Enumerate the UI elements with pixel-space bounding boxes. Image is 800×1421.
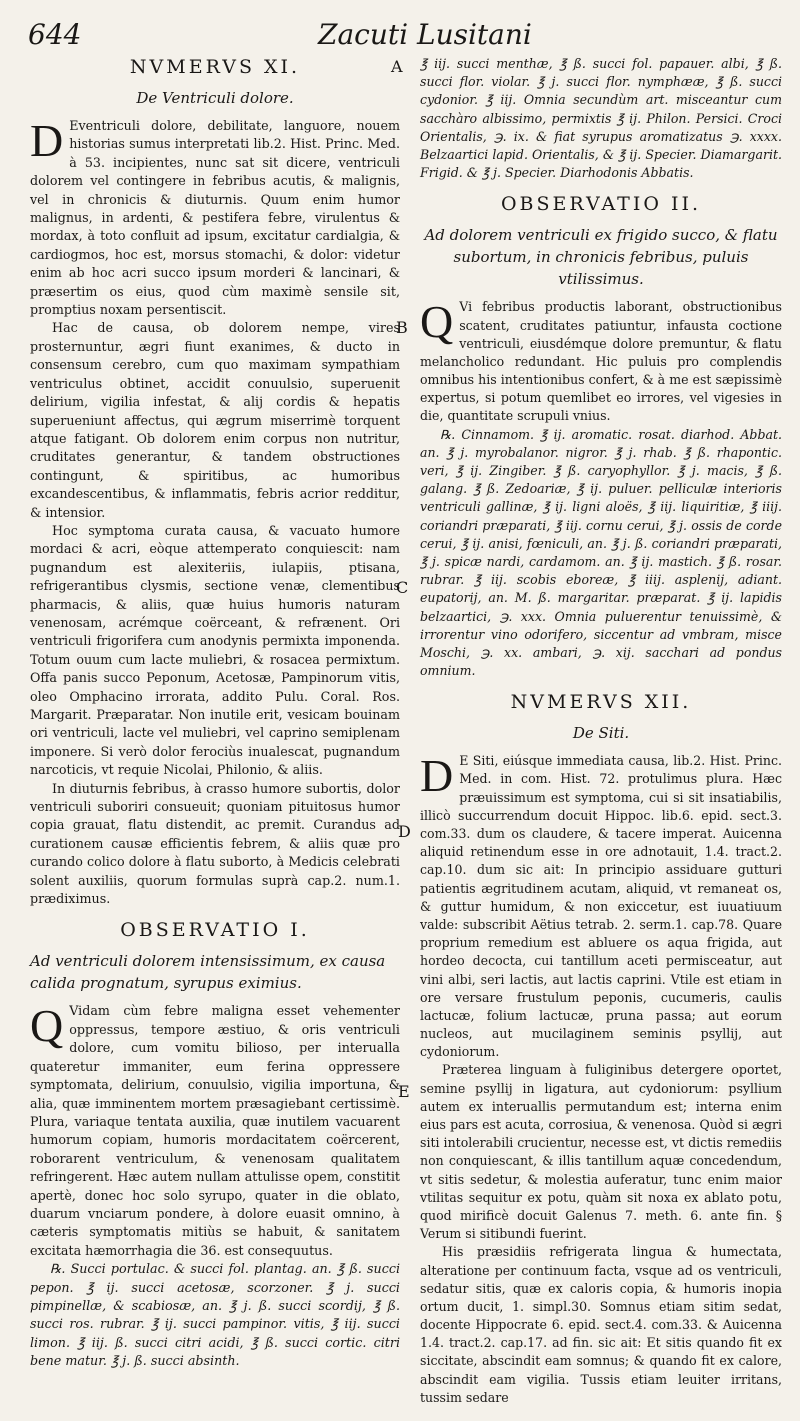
numerus-xi-title: NVMERVS XI. bbox=[129, 56, 301, 78]
margin-letter-b: B bbox=[396, 318, 408, 337]
paragraph-siti-3: His præsidiis refrigerata lingua & humectata, alteratione per continuum facta, vsque ad os ventriculi, sedatur sitis, quæ ex caloris copia, & humoris inopia ortum ducit, 1. simpl.30. Somnus etiam sitim sedat, docente Hippocrate 6. epid. sect.4. com.33. & Auicenna 1.4. tract.2. cap.17. ad fin. sic ait: Et sitis quando fit ex siccitate, abscindit eam somnus; & quando fit ex calore, abscindit eam vigilia. Tussis etiam leuiter irritans, tussim sedare bbox=[420, 1244, 782, 1405]
intro-first-letter: E bbox=[69, 118, 79, 133]
paragraph-cure: Hoc symptoma curata causa, & vacuato humore mordaci & acri, eòque attemperato conquiescit: nam pugnandum est alexiteriis, iulapiis, ptisana, refrigerantibus clysmis, sectione venæ, clementibus pharmacis, & aliis, quæ huius humoris naturam venenosam, acrémque coërceant, & refrænent. Ori ventriculi frigorifera cum anodynis permixta imponenda. Totum ouum cum lacte muliebri, & rosacea permixtum. Offa panis succo Peponum, Acetosæ, Pampinorum vitis, oleo Omphacino irrorata, addito Pulu. Coral. Ros. Margarit. Præparatar. Non inutile erit, vesicam bouinam ori ventriculi, lacte vel muliebri, vel caprino semiplenam imponere. Si verò dolor ferociùs inualescat, pugnandum narcoticis, vt requie Nicolai, Philonio, & aliis. bbox=[30, 522, 400, 778]
paragraph-intro bbox=[30, 117, 400, 319]
margin-letter-e: E bbox=[398, 1082, 410, 1101]
observatio-i-text: Vidam cùm febre maligna esset vehementer oppressus, tempore æstiuo, & oris ventriculi dolore, cum vomitu bilioso, per interualla quateretur immaniter, eum ferina oppressere symptomata, delirium, conuulsio, vigilia importuna, & alia, quæ imminentem mortem præsagiebant certissimè. Plura, variaque tentata auxilia, quæ inutilem vacuarent humorum copiam, humoris mordacitatem coërcerent, roborarent ventriculum, & venenosam qualitatem refringerent. Hæc autem nullam attulisse opem, constitit apertè, donec hoc solo syrupo, quater in die oblato, duarum vnciarum pondere, à dolore euasit omnino, à cæteris symptomatis mitiùs se habuit, & sanitatem excitata hæmorrhagia die 36. est consequutus. bbox=[30, 1003, 400, 1258]
left-column bbox=[30, 55, 400, 1371]
numerus-xii-subtitle: De Siti. bbox=[572, 724, 630, 743]
siti-text-1: E Siti, eiúsque immediata causa, lib.2. Hist. Princ. Med. in com. Hist. 72. protulimus plura. Hæc præuissimum est symptoma, cui si sit insatiabilis, illicò succurrendum docuit Hippoc. lib.6. epid. sect.3. com.33. dum os claudere, & tacere imperat. Auicenna aliquid retinendum esse in ore adnotauit, 1.4. tract.2. cap.10. dum sic ait: In principio assiduare gutturi patientis ægritudinem acutam, aliquid, vt remaneat os, & guttur humidum, & non exiccetur, est iuuatiuum valde: subscribit Aëtius tetrab. 2. serm.1. cap.78. Quare proprium remedium est abluere os aqua frigida, aut hordeo decocta, cui tantillum aceti permisceatur, aut vini albi, seri lactis, aut lactis caprini. Vtile est etiam in ore versare frustulum peponis, cucumeris, caulis lactucæ, folium lactucæ, pruna passa; aut eorum nucleos, aut mucilaginem seminis psyllij, aut cydoniorum. bbox=[420, 753, 782, 1060]
observatio-ii-text: Vi febribus productis laborant, obstructionibus scatent, cruditates patiuntur, infausta coctione ventriculi, eiusdémque dolore premuntur, & flatu melancholico redundant. Hic puluis pro complendis omnibus his intentionibus confert, & à me est sæpissimè expertus, si potum quemlibet eo irrores, vel vigesies in die, quantitate scrupuli vnius. bbox=[420, 299, 782, 424]
margin-letter-c: C bbox=[396, 578, 409, 597]
running-head bbox=[28, 18, 780, 52]
intro-text: ventriculi dolore, debilitate, languore, nouem historias sumus interpretati lib.2. Hist. Princ. Med. à 53. incipientes, nunc sat sit dicere, ventriculi dolorem vel contingere in febribus acutis, & malignis, vel in chronicis & diuturnis. Quum enim humor malignus, in ardenti, & pestifera febre, virulentus & mordax, à toto confluit ad ipsum, excitatur cardialgia, & cardiogmos, hoc est, morsus stomachi, & dolor: videtur enim ab hoc acri succo ipsum morderi & lancinari, & præsertim os eius, quod cùm maximè sensile sit, promptius noxam persentiscit. bbox=[30, 118, 400, 318]
page-number: 644 bbox=[28, 18, 82, 51]
right-column bbox=[420, 55, 782, 1407]
observatio-i-subtitle: Ad ventriculi dolorem intensissimum, ex causa calida prognatum, syrupus eximius. bbox=[30, 952, 386, 993]
margin-letter-d: D bbox=[398, 822, 411, 841]
observatio-ii-title: OBSERVATIO II. bbox=[500, 193, 701, 216]
dropcap-d: D bbox=[30, 115, 64, 166]
recipe-continuation: ℥ iij. succi menthæ, ℥ ß. succi fol. papauer. albi, ℥ ß. succi flor. violar. ℥ j. succi flor. nymphææ, ℥ ß. succi cydonior. ℥ iij. Omnia secundùm art. misceantur cum sacchàro albissimo, permixtis ℥ ij. Philon. Persici. Croci Orientalis, ℈. ix. & fiat syrupus aromatizatus ℈. xxxx. Belzaartici lapid. Orientalis, & ℥ ij. Specier. Diamargarit. Frigid. & ℥ j. Specier. Diarhodonis Abbatis. bbox=[420, 56, 782, 181]
running-title: Zacuti Lusitani bbox=[318, 18, 532, 51]
observatio-i-title: OBSERVATIO I. bbox=[120, 919, 310, 942]
dropcap-q: Q bbox=[30, 1000, 64, 1052]
dropcap-d-2: D bbox=[420, 750, 454, 802]
numerus-xi-subtitle: De Ventriculi dolore. bbox=[136, 89, 294, 107]
margin-letter-a: A bbox=[391, 57, 403, 76]
recipe-powder: ℞. Cinnamom. ℥ ij. aromatic. rosat. diarhod. Abbat. an. ℥ j. myrobalanor. nigror. ℥ j. rhab. ℥ ß. rhapontic. veri, ℥ ij. Zingiber. ℥ ß. caryophyllor. ℥ j. macis, ℥ ß. galang. ℥ ß. Zedoariæ, ℥ ij. puluer. pelliculæ interioris ventriculi gallinæ, ℥ ij. ligni aloës, ℥ iij. liquiritiæ, ℥ iiij. coriandri præparati, ℥ iij. cornu cerui, ℥ j. ossis de corde cerui, ℥ ij. anisi, fœniculi, an. ℥ j. ß. coriandri præparati, ℥ j. spicæ nardi, cardamom. an. ℥ ij. mastich. ℥ ß. rosar. rubrar. ℥ iij. scobis eboreæ, ℥ iiij. asplenij, adiant. eupatorij, an. M. ß. margaritar. præparat. ℥ ij. lapidis belzaartici, ℈. xxx. Omnia puluerentur tenuissimè, & irrorentur vino odorifero, siccentur ad vmbram, misce Moschi, ℈. xx. ambari, ℈. xij. sacchari ad pondus omnium. bbox=[420, 426, 782, 679]
numerus-xii-title: NVMERVS XII. bbox=[510, 691, 692, 714]
paragraph-observatio-i bbox=[30, 1002, 400, 1260]
paragraph-siti-1 bbox=[420, 752, 782, 1061]
recipe-syrup: ℞. Succi portulac. & succi fol. plantag. an. ℥ ß. succi pepon. ℥ ij. succi acetosæ, scorzoner. ℥ j. succi pimpinellæ, & scabiosæ, an. ℥ j. ß. succi scordij, ℥ ß. succi ros. rubrar. ℥ ij. succi pampinor. vitis, ℥ iij. succi limon. ℥ iij. ß. succi citri acidi, ℥ ß. succi cortic. citri bene matur. ℥ j. ß. succi absinth. bbox=[30, 1261, 400, 1369]
paragraph-causes: Hac de causa, ob dolorem nempe, vires prosternuntur, ægri fiunt exanimes, & ducto in consensum cerebro, cum quo maximam sympathiam ventriculus obtinet, accidit conuulsio, superuenit delirium, vigilia infestat, & alij cordis & hepatis superueniunt affectus, qui ægrum miserrimè torquent atque fatigant. Ob dolorem enim corpus non nutritur, cruditates generantur, & tandem obstructiones contingunt, & spiritibus, ac humoribus excandescentibus, & inflammatis, febris acrior redditur, & intensior. bbox=[30, 320, 400, 520]
observatio-ii-subtitle: Ad dolorem ventriculi ex frigido succo, & flatu subortum, in chronicis febribus, puluis vtilissimus. bbox=[424, 226, 778, 289]
paragraph-observatio-ii bbox=[420, 298, 782, 425]
paragraph-chronic: In diuturnis febribus, à crasso humore subortis, dolor ventriculi suboriri consueuit; quoniam pituitosus humor copia grauat, flatu distendit, ac premit. Curandus ad curationem causæ efficientis febrem, & aliis quæ pro curando colico dolore à flatu suborto, à Medicis celebrati solent auxiliis, quorum formulas suprà cap.2. num.1. prædiximus. bbox=[30, 780, 400, 907]
dropcap-q-2: Q bbox=[420, 296, 454, 348]
paragraph-siti-2: Præterea linguam à fuliginibus detergere oportet, semine psyllij in ligatura, aut cydoniorum: psyllium autem ex interuallis permutandum est; interna enim eius pars est acuta, corrosiua, & venenosa. Quòd si ægri siti intolerabili crucientur, necesse est, vt dictis remediis non conquiescant, & illis tantillum aquæ concedendum, vt sitis sedetur, & molestia auferatur, tunc enim maior vtilitas sequitur ex potu, quàm sit noxa ex ablato potu, quod mirificè docuit Galenus 7. meth. 6. ante fin. § Verum si sitibundi fuerint. bbox=[420, 1062, 782, 1242]
